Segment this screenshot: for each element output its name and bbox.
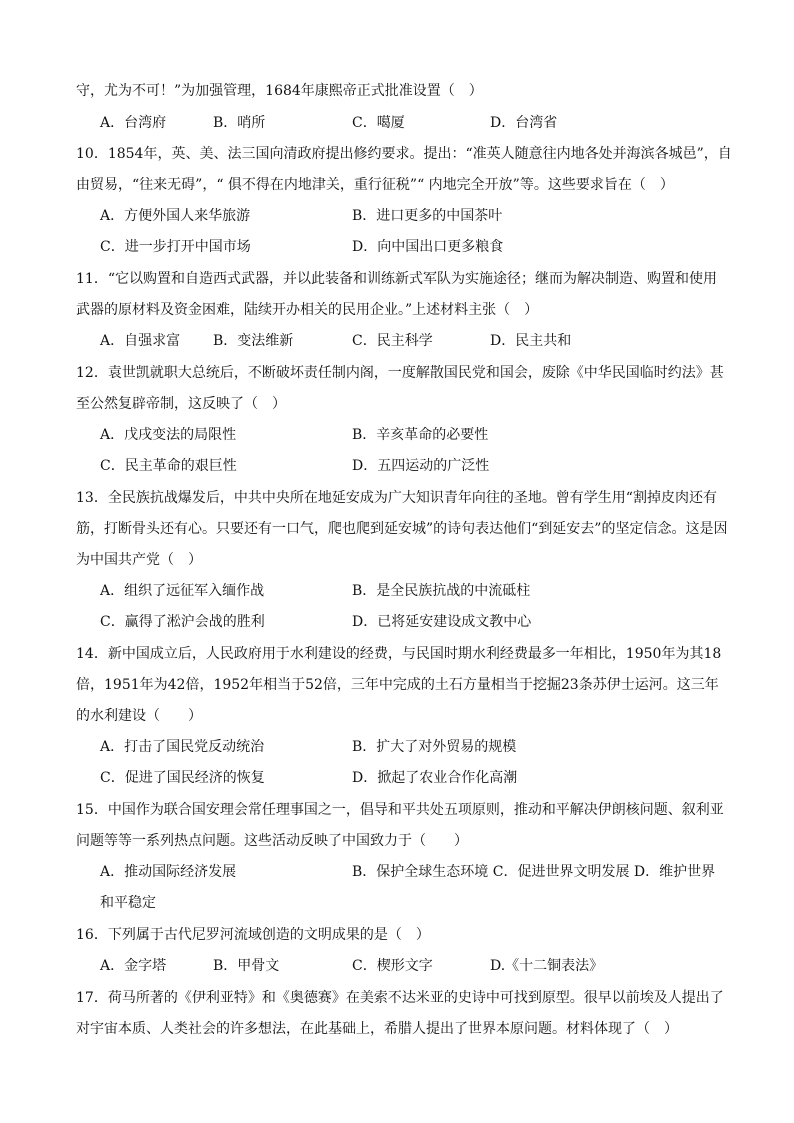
question-14-stem-line3: 的水利建设（ ）: [76, 708, 202, 724]
question-10-options-row2: [100, 238, 720, 256]
q10-option-b: B．进口更多的中国茶叶: [352, 208, 503, 224]
question-17-stem-line1: 17．荷马所著的《伊利亚特》和《奥德赛》在美索不达米亚的史诗中可找到原型。很早以前埃及人提出了: [76, 990, 724, 1006]
question-12-options-row1: [100, 426, 720, 444]
q16-option-a: A．金字塔: [100, 958, 167, 974]
q12-option-c: C．民主革命的艰巨性: [100, 458, 237, 474]
q14-option-b: B．扩大了对外贸易的规模: [352, 739, 517, 755]
q11-option-b: B．变法维新: [213, 333, 294, 349]
question-10-stem-line1: 10．1854年，英、美、法三国向清政府提出修约要求。提出：“准英人随意往内地各处并海滨各城邑”，自: [76, 146, 732, 162]
q12-option-b: B．辛亥革命的必要性: [352, 427, 489, 443]
question-15-options-row2: [100, 894, 720, 912]
question-12-stem-line1: 12．袁世凯就职大总统后，不断破坏责任制内阁，一度解散国民党和国会，废除《中华民国临时约法》甚: [76, 365, 724, 381]
q10-option-d: D．向中国出口更多粮食: [352, 239, 504, 255]
q11-option-a: A．自强求富: [100, 333, 181, 349]
question-16-options: [100, 957, 720, 975]
q12-option-a: A．戊戌变法的局限性: [100, 427, 237, 443]
q13-option-a: A．组织了远征军入缅作战: [100, 583, 265, 599]
question-14-stem-line1: 14．新中国成立后，人民政府用于水利建设的经费，与民国时期水利经费最多一年相比，1950年为其18: [76, 646, 722, 662]
q16-option-c: C．楔形文字: [352, 958, 433, 974]
question-12-stem-line2: 至公然复辟帝制，这反映了（ ）: [76, 396, 286, 412]
q13-option-c: C．赢得了淞沪会战的胜利: [100, 614, 265, 630]
question-13-options-row2: [100, 613, 720, 631]
question-9-options: [100, 114, 720, 132]
q14-option-d: D．掀起了农业合作化高潮: [352, 770, 518, 786]
q15-option-a: A．推动国际经济发展: [100, 864, 237, 880]
q15-option-b-c-d: B．保护全球生态环境 C．促进世界文明发展 D．维护世界: [352, 864, 716, 880]
question-10-options-row1: [100, 207, 720, 225]
question-10-stem-line2: 由贸易，“往来无碍”，“ 俱不得在内地津关，重行征税”“ 内地完全开放”等。这些要求旨在（ ）: [76, 177, 674, 193]
question-14-options-row2: [100, 769, 720, 787]
question-16-stem: 16．下列属于古代尼罗河流域创造的文明成果的是（ ）: [76, 927, 430, 943]
question-13-stem-line2: 筋，打断骨头还有心。只要还有一口气，爬也爬到延安城”的诗句表达他们“到延安去”的坚定信念。这是因: [76, 521, 728, 537]
question-17-stem-line2: 对宇宙本质、人类社会的许多想法，在此基础上，希腊人提出了世界本原问题。材料体现了（ ）: [76, 1021, 678, 1037]
q9-option-b: B．哨所: [213, 115, 266, 131]
question-15-stem-line2: 问题等等一系列热点问题。这些活动反映了中国致力于（ ）: [76, 833, 468, 849]
q11-option-d: D．民主共和: [490, 333, 572, 349]
question-11-stem-line1: 11．“它以购置和自造西式武器，并以此装备和训练新式军队为实施途径；继而为解决制造、购置和使用: [76, 271, 717, 287]
question-14-stem-line2: 倍，1951年为42倍，1952年相当于52倍，三年中完成的土石方量相当于挖掘23条苏伊士运河。这三年: [76, 677, 719, 693]
q10-option-c: C．进一步打开中国市场: [100, 239, 251, 255]
q16-option-d: D.《十二铜表法》: [490, 958, 604, 974]
q13-option-d: D．已将延安建设成文教中心: [352, 614, 532, 630]
question-11-stem-line2: 武器的原材料及资金困难，陆续开办相关的民用企业。”上述材料主张（ ）: [76, 302, 539, 318]
q14-option-c: C．促进了国民经济的恢复: [100, 770, 265, 786]
q9-option-d: D．台湾省: [490, 115, 558, 131]
q9-option-c: C．噶厦: [352, 115, 405, 131]
question-14-options-row1: [100, 738, 720, 756]
q13-option-b: B．是全民族抗战的中流砥柱: [352, 583, 531, 599]
question-15-stem-line1: 15．中国作为联合国安理会常任理事国之一，倡导和平共处五项原则，推动和平解决伊朗核问题、叙利亚: [76, 802, 724, 818]
question-13-stem-line1: 13．全民族抗战爆发后，中共中央所在地延安成为广大知识青年向往的圣地。曾有学生用“割掉皮肉还有: [76, 490, 717, 506]
q11-option-c: C．民主科学: [352, 333, 433, 349]
question-11-options: [100, 332, 720, 350]
question-12-options-row2: [100, 457, 720, 475]
question-13-stem-line3: 为中国共产党（ ）: [76, 552, 202, 568]
q15-option-d-continued: 和平稳定: [100, 895, 156, 911]
question-15-options-row1: [100, 863, 720, 881]
q10-option-a: A．方便外国人来华旅游: [100, 208, 251, 224]
q16-option-b: B．甲骨文: [213, 958, 280, 974]
q14-option-a: A．打击了国民党反动统治: [100, 739, 265, 755]
question-13-options-row1: [100, 582, 720, 600]
q12-option-d: D．五四运动的广泛性: [352, 458, 490, 474]
q9-option-a: A．台湾府: [100, 115, 167, 131]
question-9-stem: 守，尤为不可！”为加强管理，1684年康熙帝正式批准设置（ ）: [76, 83, 483, 99]
